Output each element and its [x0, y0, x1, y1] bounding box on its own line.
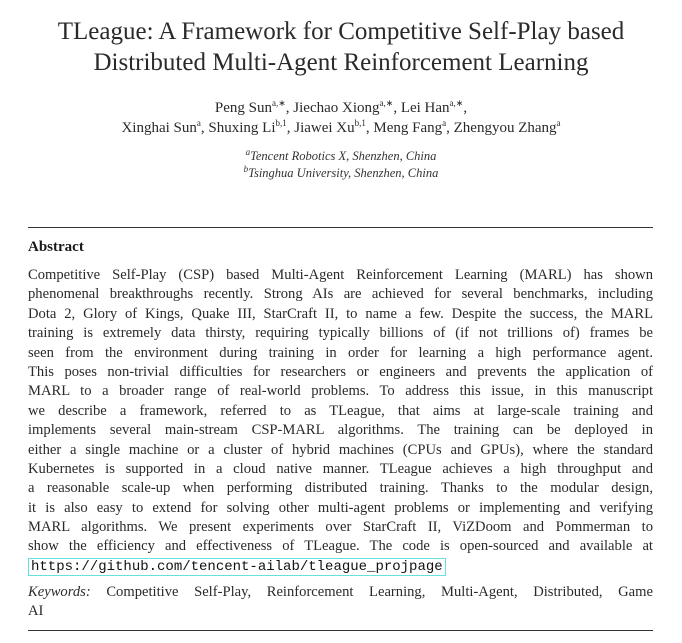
- affiliation: $^b$Tsinghua University, Shenzhen, China: [243, 163, 439, 180]
- author-mark: a,∗: [271, 98, 286, 108]
- author-name: Jiechao Xiong: [293, 100, 380, 116]
- abstract-line: implements several main-stream CSP-MARL algorithms. The training can be deployed in: [28, 422, 653, 439]
- code-repository-link[interactable]: https://github.com/tencent-ailab/tleague_projpage: [28, 558, 446, 576]
- author-name: Shuxing Li: [208, 120, 276, 136]
- keywords: [28, 583, 653, 622]
- author-line: Peng Sun$^{a,∗}$, Jiechao Xiong$^{a,∗}$, Lei Han$^{a,∗}$,: [214, 98, 468, 116]
- abstract-heading: Abstract: [28, 239, 84, 255]
- keywords-line: [28, 583, 653, 602]
- affiliation-mark: a: [245, 146, 251, 157]
- top-rule: [28, 227, 653, 228]
- author-mark: a,∗: [449, 98, 464, 108]
- abstract-line: MARL algorithms. We present experiments over StarCraft II, ViZDoom and Pommerman to: [28, 519, 653, 536]
- abstract-line: training is extremely data thirsty, requiring typically billions of (if not trillions of) frames be: [28, 325, 653, 342]
- abstract-line: MARL to a broader range of real-world problems. To address this issue, in this manuscript: [28, 383, 653, 400]
- title-line: Distributed Multi-Agent Reinforcement Learning: [93, 49, 589, 76]
- abstract-line: seen from the environment during training in order for learning a high performance agent.: [28, 344, 653, 361]
- author-name: Peng Sun: [214, 100, 272, 116]
- affiliation: $^a$Tencent Robotics X, Shenzhen, China: [245, 146, 437, 163]
- author-name: Zhengyou Zhang: [453, 120, 557, 136]
- author-name: Xinghai Sun: [121, 120, 197, 136]
- author-name: Lei Han: [400, 100, 450, 116]
- author-name: Jiawei Xu: [294, 120, 355, 136]
- abstract-line: Dota 2, Glory of Kings, Quake III, StarCraft II, to name a few. Despite the success, the MARL: [28, 305, 653, 322]
- author-mark: b,1: [275, 118, 287, 128]
- bottom-rule: [28, 630, 653, 631]
- abstract-line: Competitive Self-Play (CSP) based Multi-Agent Reinforcement Learning (MARL) has shown: [28, 267, 653, 283]
- author-mark: a: [556, 118, 561, 128]
- abstract-line: Kubernetes is supported in a cloud native manner. TLeague achieves a high throughput and: [28, 460, 653, 477]
- abstract-line: we describe a framework, referred to as TLeague, that aims at large-scale training and: [28, 402, 653, 419]
- abstract-line: show the efficiency and effectiveness of TLeague. The code is open-sourced and available at: [28, 538, 653, 555]
- abstract-line: either a single machine or a cluster of hybrid machines (CPUs and GPUs), where the standard: [28, 441, 653, 458]
- paper-title: [0, 16, 682, 78]
- affiliation-mark: b: [243, 163, 249, 174]
- author-mark: a: [442, 118, 447, 128]
- author-list: [0, 98, 682, 138]
- author-name: Meng Fang: [373, 120, 443, 136]
- keywords-line: AI: [28, 603, 44, 620]
- abstract-line: This poses non-trivial difficulties for researchers or engineers and prevents the application of: [28, 363, 653, 380]
- abstract-line: a reasonable scale-up when performing distributed training. Thanks to the modular design,: [28, 480, 653, 497]
- abstract-url-line: [28, 557, 653, 576]
- abstract-line: phenomenal breakthroughs recently. Strong AIs are achieved for several benchmarks, including: [28, 286, 653, 303]
- author-mark: a,∗: [379, 98, 394, 108]
- keywords-label: Keywords:: [28, 584, 91, 600]
- abstract-line: it is also easy to extend for solving other multi-agent problems or implementing and verifying: [28, 499, 653, 516]
- author-mark: a: [196, 118, 201, 128]
- author-mark: b,1: [354, 118, 366, 128]
- title-line: TLeague: A Framework for Competitive Self-Play based: [57, 18, 625, 45]
- abstract-body: [28, 266, 653, 576]
- keywords-text: Competitive Self-Play, Reinforcement Learning, Multi-Agent, Distributed, Game: [106, 584, 653, 600]
- affiliations: [0, 148, 682, 182]
- author-line: Xinghai Sun$^a$, Shuxing Li$^{b,1}$, Jiawei Xu$^{b,1}$, Meng Fang$^a$, Zhengyou Zhang$^a$: [121, 118, 561, 136]
